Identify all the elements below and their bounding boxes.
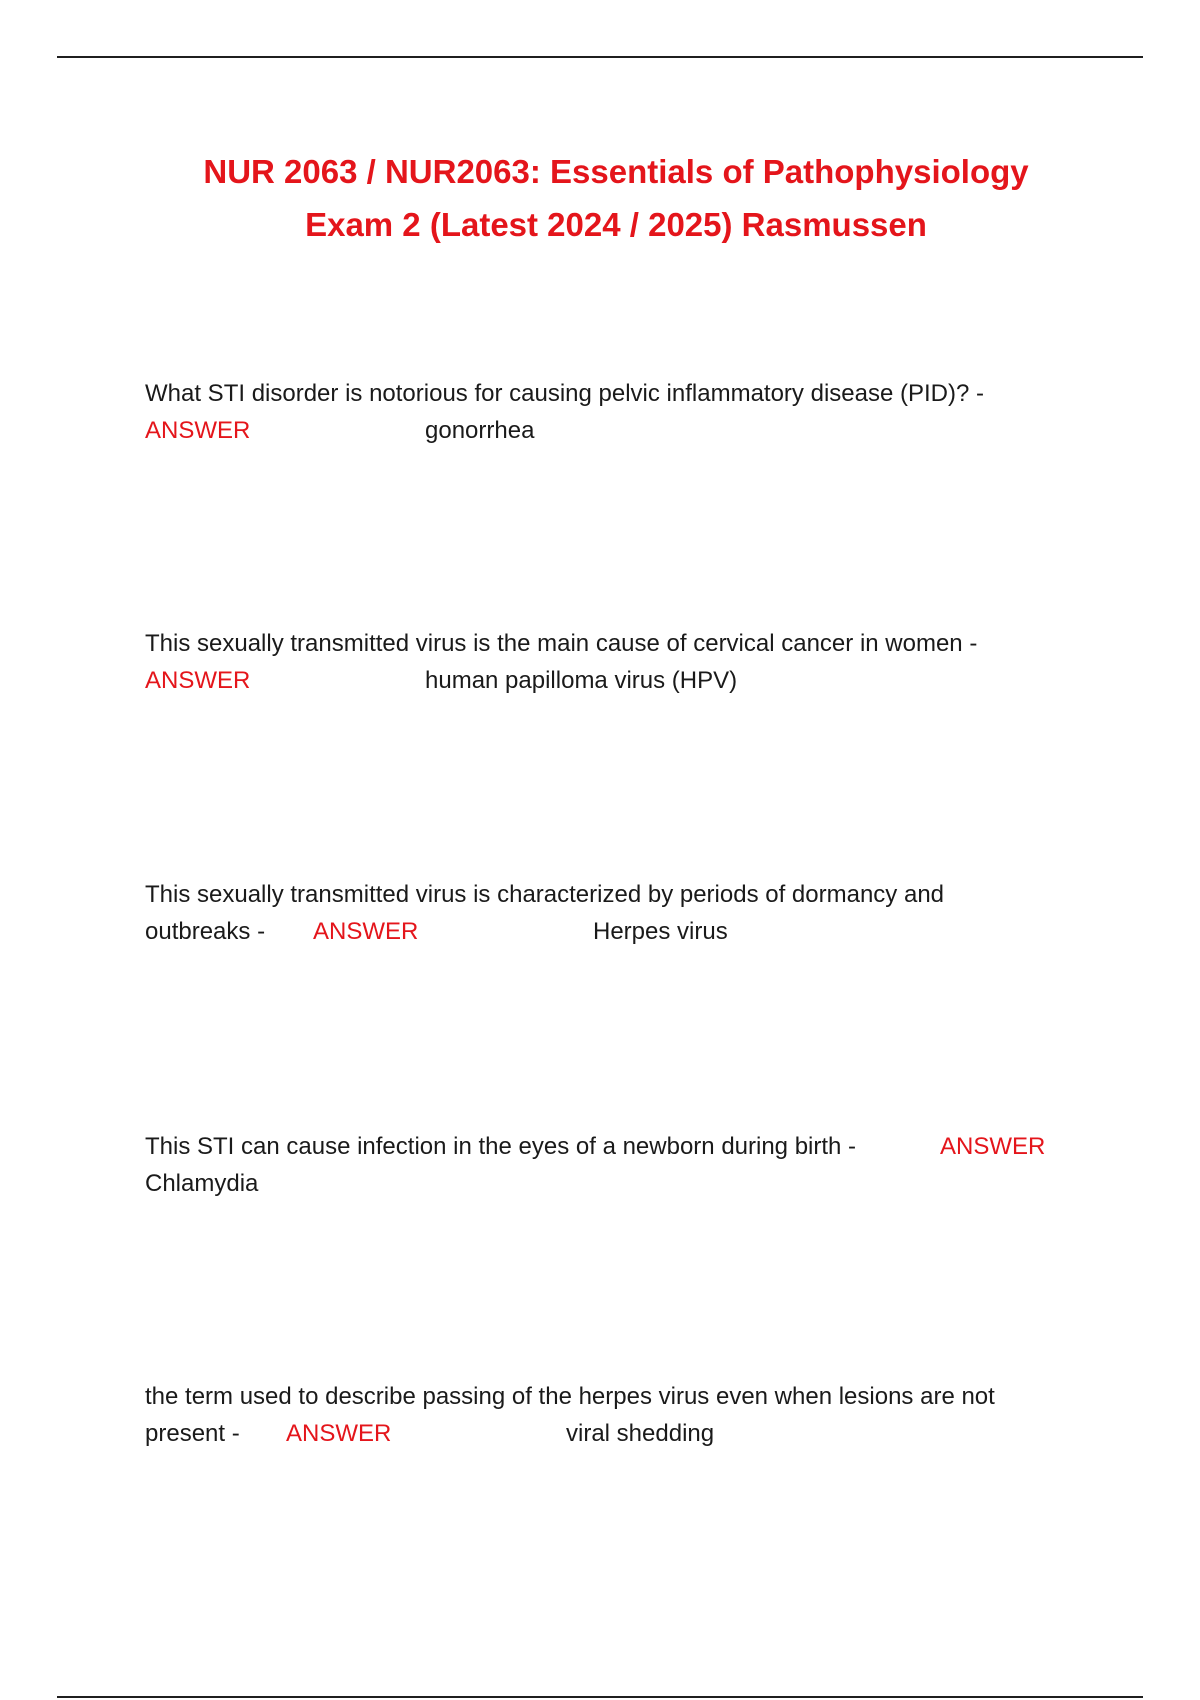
answer-line: [145, 662, 1075, 699]
question-text-continued: outbreaks -: [145, 918, 266, 945]
answer-text: Chlamydia: [145, 1170, 259, 1197]
question-text: This STI can cause infection in the eyes of a newborn during birth -: [145, 1133, 857, 1160]
qa-item: [145, 1378, 1075, 1452]
question-text: What STI disorder is notorious for causing pelvic inflammatory disease (PID)? -: [145, 380, 984, 407]
top-rule: [57, 56, 1143, 58]
answer-line: [145, 913, 1075, 950]
title-line-2: Exam 2 (Latest 2024 / 2025) Rasmussen: [305, 206, 927, 243]
document-title: [0, 145, 1200, 251]
question-text: This sexually transmitted virus is the main cause of cervical cancer in women -: [145, 630, 978, 657]
answer-label: ANSWER: [940, 1133, 1046, 1160]
bottom-rule: [57, 1696, 1143, 1698]
title-line-1: NUR 2063 / NUR2063: Essentials of Pathophysiology: [203, 153, 1029, 190]
answer-label: ANSWER: [145, 667, 251, 694]
answer-label: ANSWER: [286, 1420, 392, 1447]
question-text: the term used to describe passing of the herpes virus even when lesions are not: [145, 1383, 995, 1410]
question-line: [145, 1128, 1075, 1165]
qa-item: [145, 625, 1075, 699]
answer-label: ANSWER: [145, 417, 251, 444]
qa-item: [145, 375, 1075, 449]
answer-text: human papilloma virus (HPV): [425, 667, 738, 694]
qa-item: [145, 1128, 1075, 1202]
question-text: This sexually transmitted virus is characterized by periods of dormancy and: [145, 881, 945, 908]
answer-label: ANSWER: [313, 918, 419, 945]
answer-text: gonorrhea: [425, 417, 535, 444]
answer-line: [145, 1415, 1075, 1452]
qa-item: [145, 876, 1075, 950]
question-text-continued: present -: [145, 1420, 240, 1447]
answer-text: Herpes virus: [593, 918, 728, 945]
answer-line: [145, 412, 1075, 449]
answer-text: viral shedding: [566, 1420, 715, 1447]
